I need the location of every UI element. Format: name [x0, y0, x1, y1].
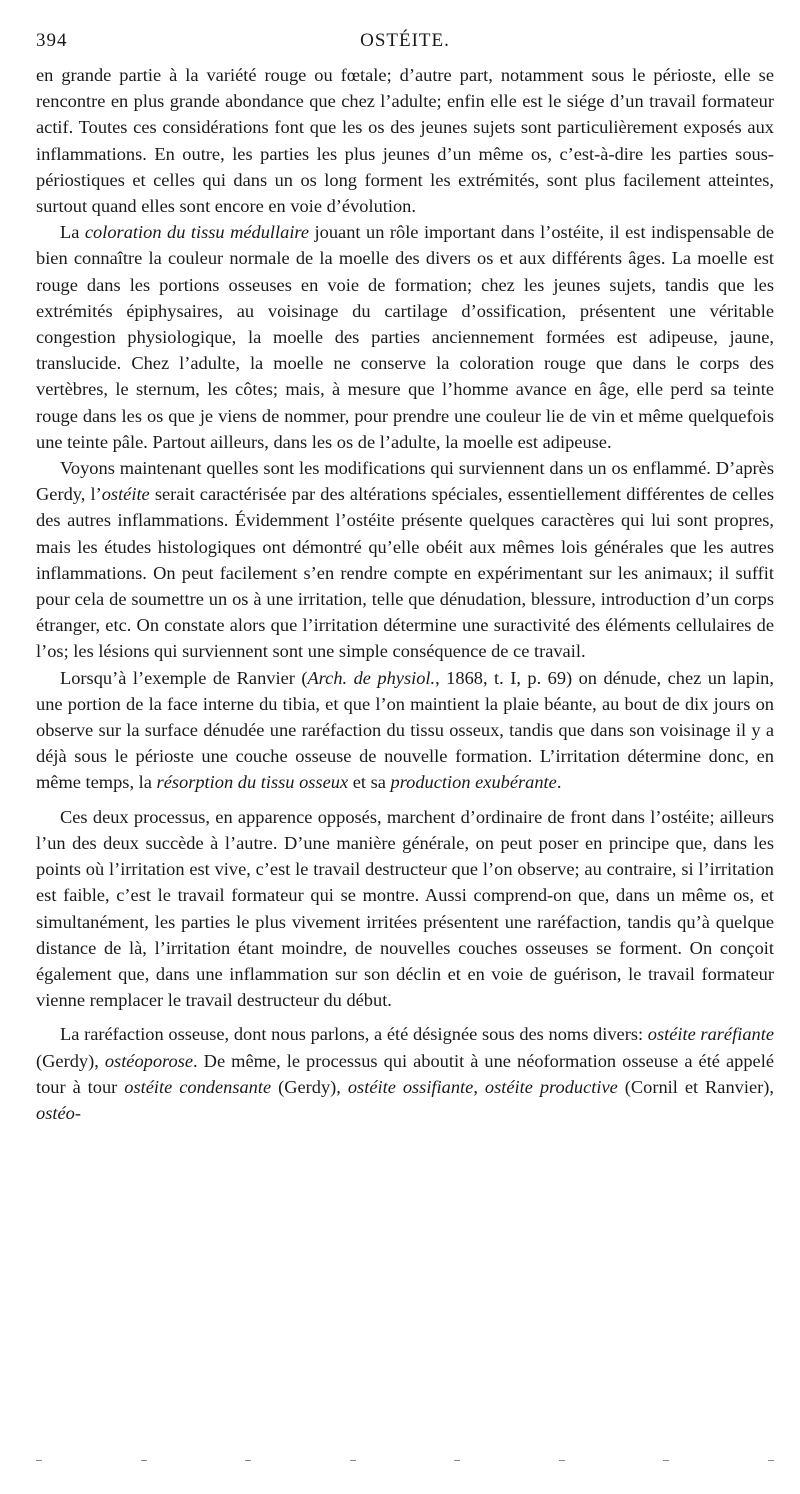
text-run: et sa [348, 772, 391, 793]
page-edge-marks [36, 1460, 774, 1461]
edge-mark [559, 1460, 565, 1461]
text-run: Lorsqu’à l’exemple de Ranvier ( [60, 667, 308, 688]
italic-run: ostéite productive [484, 1076, 618, 1097]
text-run: Ces deux processus, en apparence opposés, marchent d’ordinaire de front dans l’ostéite; ailleurs l’un des deux succède à l’autre. D’une manière générale, on peut poser en principe que, dans les points où l’irritation est vive, c’est le travail destructeur que l’on observe; au contraire, si l’irritation est faible, c’est le travail formateur qui se montre. Aussi comprend-on que, dans un même os, et simultanément, les parties le plus vivement irritées présentent une raréfaction, tandis qu’à quelque distance de là, l’irritation étant moindre, de nouvelles couches osseuses se forment. On conçoit également que, dans une inflammation sur son déclin et en voie de guérison, le travail formateur vienne remplacer le travail destructeur du début. [36, 806, 774, 1011]
paragraph [36, 62, 774, 219]
italic-run: ostéite condensante [124, 1076, 272, 1097]
text-run: (Gerdy), [36, 1050, 105, 1071]
text-run: en grande partie à la variété rouge ou fœtale; d’autre part, notamment sous le périoste, elle se rencontre en plus grande abondance que chez l’adulte; enfin elle est le siége d’un travail formateur actif. Toutes ces considérations font que les os des jeunes sujets sont particulièrement exposés aux inflammations. En outre, les parties les plus jeunes d’un même os, c’est-à-dire les parties sous-périostiques et celles qui dans un os long forment les extrémités, sont plus facilement atteintes, surtout quand elles sont encore en voie d’évolution. [36, 65, 774, 217]
italic-run: production exubérante [390, 772, 557, 793]
edge-mark [663, 1460, 669, 1461]
italic-run: résorption du tissu osseux [156, 772, 349, 793]
text-run: serait caractérisée par des altérations spéciales, essentiellement différentes de celles des autres inflammations. Évidemment l’ostéite présente quelques caractères qui lui sont propres, mais les études histologiques ont démontré qu’elle obéit aux mêmes lois générales que les autres inflammations. On peut facilement s’en rendre compte en expérimentant sur les animaux; il suffit pour cela de soumettre un os à une irritation, telle que dénudation, blessure, introduction d’un corps étranger, etc. On constate alors que l’irritation détermine une suractivité des éléments cellulaires de l’os; les lésions qui surviennent sont une simple conséquence de ce travail. [36, 484, 774, 662]
text-run: (Gerdy), [271, 1076, 348, 1097]
text-run: . De même, le processus qui aboutit à une néoformation osseuse a été appelé tour à tour [36, 1050, 774, 1097]
text-run: , 1868, t. I, p. 69) on dénude, chez un lapin, une portion de la face interne du tibia, et que l’on maintient la plaie béante, au bout de dix jours on observe sur la surface dénudée une raréfaction du tissu osseux, tandis que dans son voisinage il y a déjà sous le périoste une couche osseuse de nouvelle formation. L’irritation détermine donc, en même temps, la [36, 667, 774, 793]
text-run: (Cornil et Ranvier), [617, 1076, 774, 1097]
paragraph [36, 455, 774, 665]
body-text [36, 62, 774, 1126]
edge-mark [350, 1460, 356, 1461]
paragraph [36, 1021, 774, 1126]
edge-mark [245, 1460, 251, 1461]
running-head [36, 30, 774, 58]
document-page [36, 30, 774, 1126]
edge-mark [36, 1460, 42, 1461]
italic-run: ostéite raréfiante [647, 1024, 774, 1045]
italic-run: Arch. de physiol. [307, 667, 436, 688]
italic-run: coloration du tissu médullaire [84, 222, 310, 243]
text-run: . [556, 772, 562, 793]
text-run: jouant un rôle important dans l’ostéite, il est indispensable de bien connaître la couleur normale de la moelle des divers os et aux différents âges. La moelle est rouge dans les portions osseuses en voie de formation; chez les jeunes sujets, tandis que les extrémités épiphysaires, au voisinage du cartilage d’ossification, présentent une véritable congestion physiologique, la moelle des parties anciennement formées est adipeuse, jaune, translucide. Chez l’adulte, la moelle ne conserve la coloration rouge que dans le corps des vertèbres, le sternum, les côtes; mais, à mesure que l’homme avance en âge, elle perd sa teinte rouge dans les os que je viens de nommer, pour prendre une couleur lie de vin et même quelquefois une teinte pâle. Partout ailleurs, dans les os de l’adulte, la moelle est adipeuse. [36, 222, 774, 452]
page-number: 394 [36, 30, 68, 51]
paragraph [36, 804, 774, 1014]
text-run: La raréfaction osseuse, dont nous parlons, a été désignée sous des noms divers: [60, 1024, 648, 1045]
italic-run: ostéoporose [104, 1050, 194, 1071]
edge-mark [768, 1460, 774, 1461]
edge-mark [454, 1460, 460, 1461]
page-title: OSTÉITE. [360, 30, 450, 51]
text-run: La [60, 222, 85, 243]
italic-run: ostéite [101, 484, 150, 505]
paragraph [36, 219, 774, 455]
text-run: Voyons maintenant quelles sont les modifications qui surviennent dans un os enflammé. D’après Gerdy, l’ [36, 458, 774, 505]
text-run: , [473, 1076, 485, 1097]
paragraph [36, 665, 774, 796]
italic-run: ostéite ossifiante [347, 1076, 474, 1097]
edge-mark [141, 1460, 147, 1461]
italic-run: ostéo- [36, 1102, 81, 1123]
